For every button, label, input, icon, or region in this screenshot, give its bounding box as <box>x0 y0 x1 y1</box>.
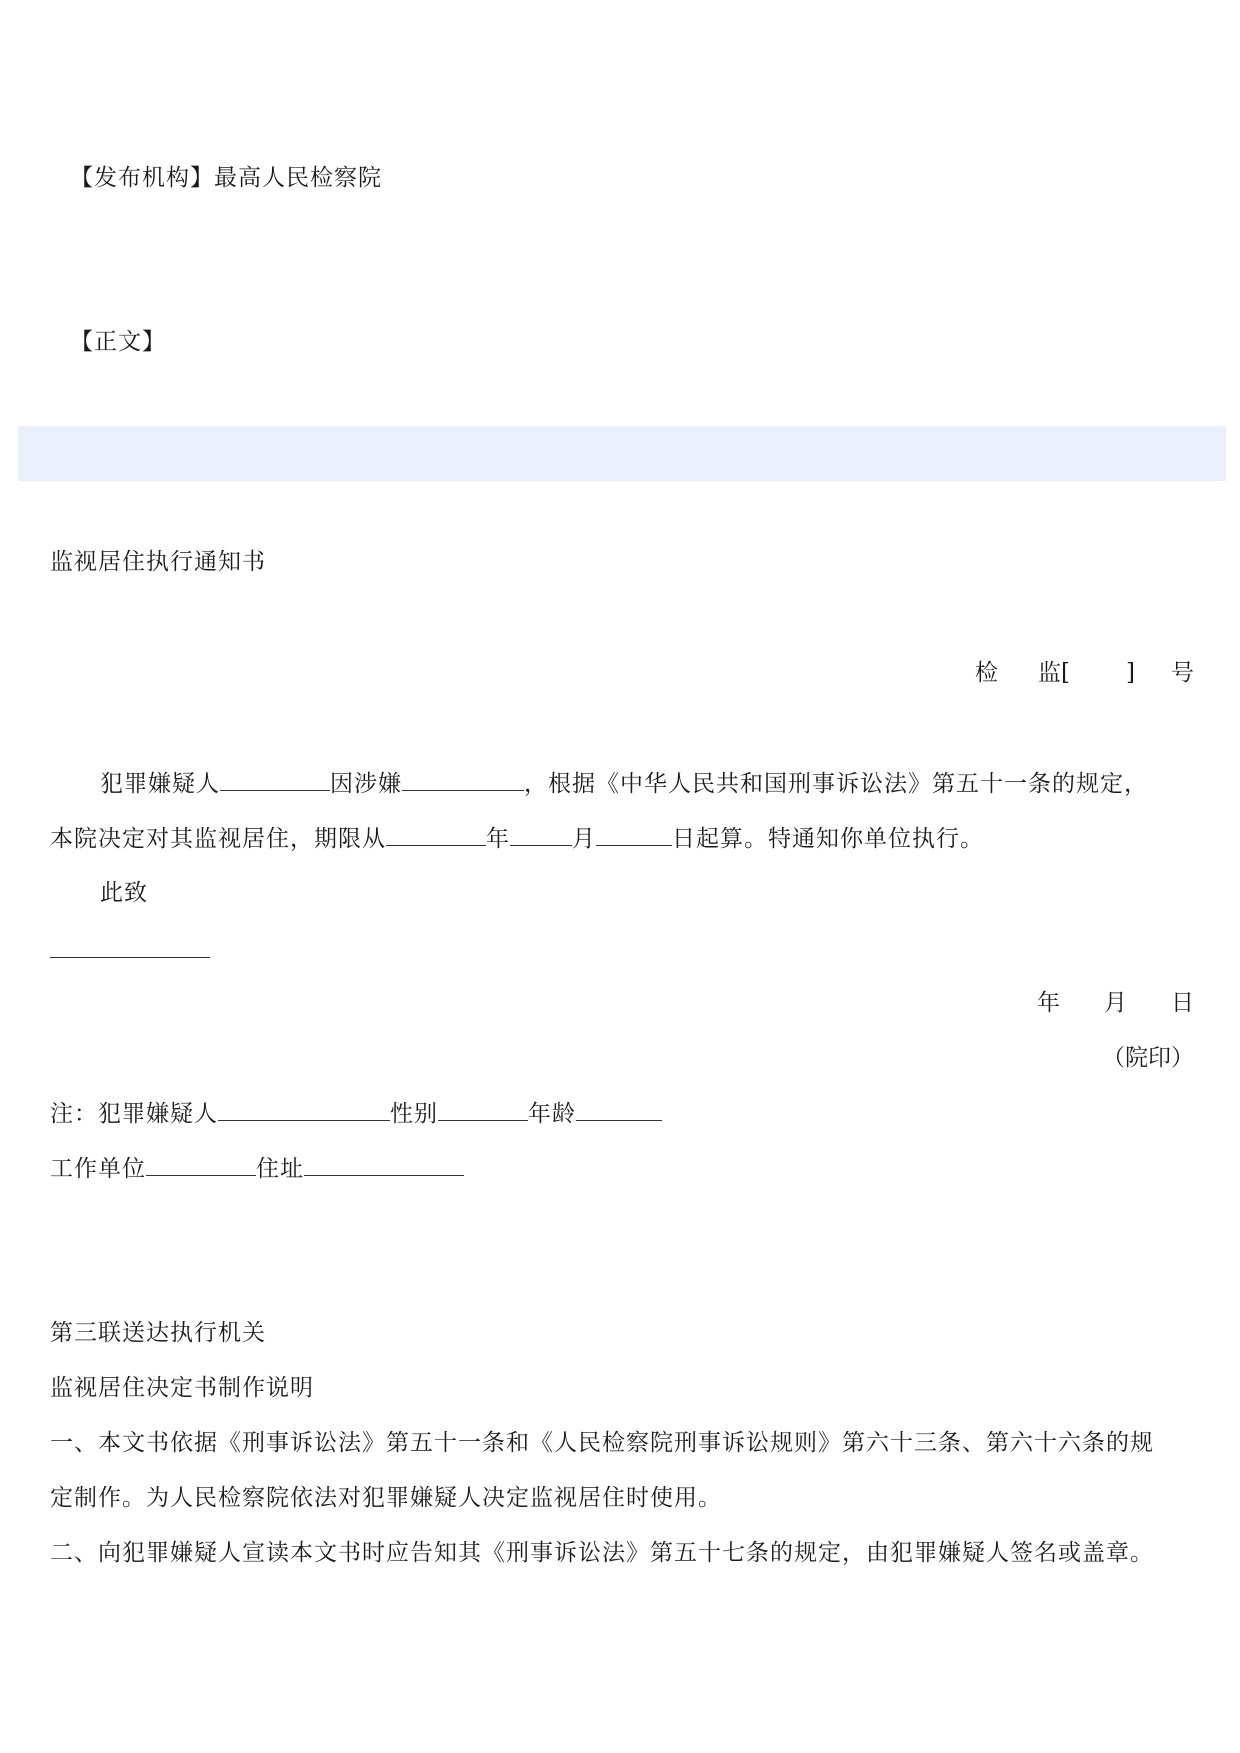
paragraph-2 <box>50 823 984 854</box>
charge-blank <box>402 768 524 791</box>
explanation-title: 监视居住决定书制作说明 <box>50 1375 314 1401</box>
recipient-blank <box>50 935 210 958</box>
signature-date <box>1037 988 1194 1018</box>
number-char-4: 号 <box>1171 660 1194 686</box>
para1-part-2: 因涉嫌 <box>330 771 402 797</box>
note-line <box>50 1098 662 1129</box>
note-part-2: 性别 <box>390 1101 438 1127</box>
copy-label: 第三联送达执行机关 <box>50 1320 266 1346</box>
note-part-3: 年龄 <box>528 1101 576 1127</box>
date-month: 月 <box>1104 990 1127 1016</box>
para2-part-4: 日起算。特通知你单位执行。 <box>672 826 984 852</box>
issuer-line <box>70 163 382 193</box>
issuer-label: 【发布机构】 <box>70 165 214 191</box>
date-day: 日 <box>1171 990 1194 1016</box>
para2-part-3: 月 <box>572 826 596 852</box>
para2-part-1: 本院决定对其监视居住，期限从 <box>50 826 386 852</box>
paragraph-1 <box>100 768 1148 799</box>
salutation: 此致 <box>100 880 148 906</box>
gender-blank <box>438 1098 528 1121</box>
para1-part-1: 犯罪嫌疑人 <box>100 771 220 797</box>
address-blank <box>304 1153 464 1176</box>
note-name-blank <box>218 1098 390 1121</box>
document-title: 监视居住执行通知书 <box>50 549 266 575</box>
seal-label: （院印） <box>1102 1045 1194 1071</box>
month-blank <box>510 823 572 846</box>
number-char-1: 检 <box>975 660 999 686</box>
suspect-name-blank <box>220 768 330 791</box>
issuer-value: 最高人民检察院 <box>214 165 382 191</box>
para1-part-3: ，根据《中华人民共和国刑事诉讼法》第五十一条的规定， <box>524 771 1148 797</box>
work-part-2: 住址 <box>256 1156 304 1182</box>
highlight-band <box>18 426 1226 481</box>
work-part-1: 工作单位 <box>50 1156 146 1182</box>
number-char-2: 监[ <box>1038 660 1071 686</box>
explanation-item-1-line-2: 定制作。为人民检察院依法对犯罪嫌疑人决定监视居住时使用。 <box>50 1485 722 1511</box>
body-label: 【正文】 <box>70 329 166 355</box>
work-line <box>50 1153 464 1184</box>
para2-part-2: 年 <box>486 826 510 852</box>
date-year: 年 <box>1037 990 1060 1016</box>
number-char-3: ] <box>1126 660 1135 686</box>
year-blank <box>386 823 486 846</box>
explanation-item-2: 二、向犯罪嫌疑人宣读本文书时应告知其《刑事诉讼法》第五十七条的规定，由犯罪嫌疑人签名或盖章。 <box>50 1540 1154 1566</box>
day-blank <box>596 823 672 846</box>
explanation-item-1-line-1: 一、本文书依据《刑事诉讼法》第五十一条和《人民检察院刑事诉讼规则》第六十三条、第六十六条的规 <box>50 1430 1154 1456</box>
document-number <box>975 658 1194 688</box>
age-blank <box>576 1098 662 1121</box>
work-unit-blank <box>146 1153 256 1176</box>
note-part-1: 注：犯罪嫌疑人 <box>50 1101 218 1127</box>
